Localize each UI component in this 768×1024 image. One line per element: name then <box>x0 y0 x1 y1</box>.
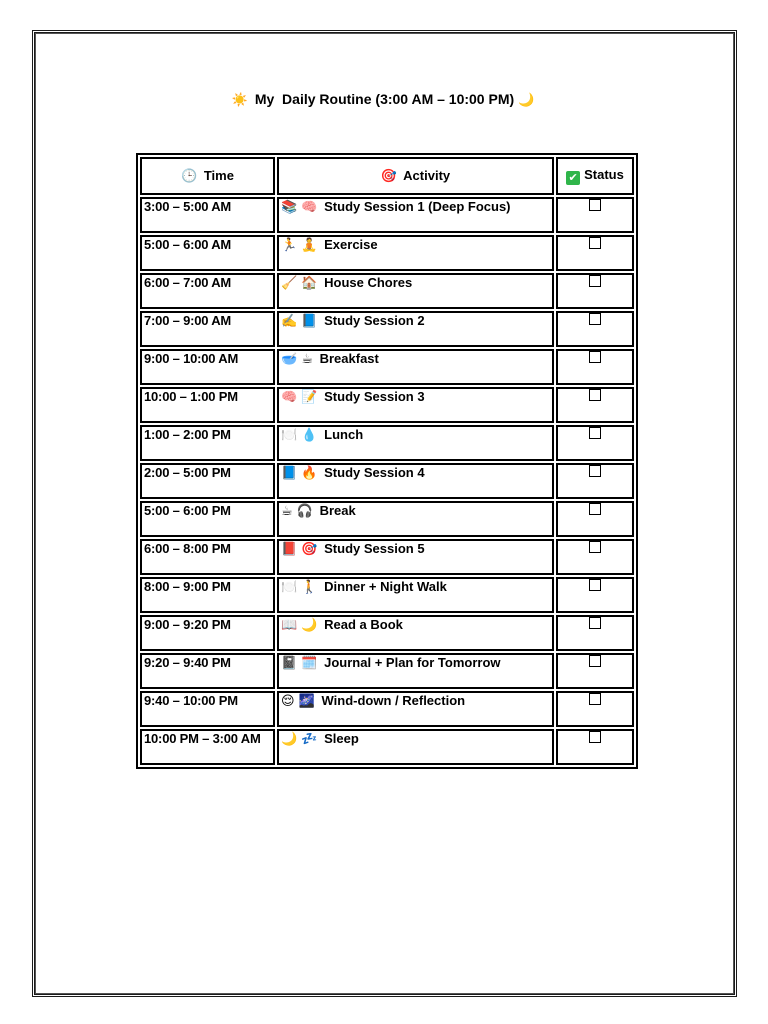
status-cell <box>556 615 634 651</box>
activity-label: Study Session 5 <box>324 541 425 556</box>
activity-label: House Chores <box>324 275 413 290</box>
activity-cell <box>277 349 554 385</box>
activity-label: Lunch <box>324 427 364 442</box>
time-cell: 9:00 – 10:00 AM <box>140 349 275 385</box>
activity-icons: 📓 🗓️ <box>281 656 318 671</box>
activity-cell <box>277 197 554 233</box>
activity-cell <box>277 577 554 613</box>
activity-icons: 📖 🌙 <box>281 618 318 633</box>
status-header-label: Status <box>584 167 624 182</box>
activity-cell <box>277 539 554 575</box>
status-checkbox[interactable] <box>589 617 601 629</box>
activity-cell <box>277 387 554 423</box>
table-row <box>140 501 634 537</box>
activity-cell <box>277 311 554 347</box>
status-cell <box>556 235 634 271</box>
activity-cell <box>277 425 554 461</box>
table-row <box>140 691 634 727</box>
time-cell: 6:00 – 7:00 AM <box>140 273 275 309</box>
check-mark-icon: ✔ <box>566 171 580 185</box>
activity-icons: ☕ 🎧 <box>281 504 313 519</box>
activity-cell <box>277 615 554 651</box>
routine-table <box>136 153 638 769</box>
activity-header <box>277 157 554 195</box>
activity-label: Study Session 1 (Deep Focus) <box>324 199 511 214</box>
time-cell: 3:00 – 5:00 AM <box>140 197 275 233</box>
activity-label: Wind-down / Reflection <box>321 693 466 708</box>
table-row <box>140 539 634 575</box>
status-checkbox[interactable] <box>589 579 601 591</box>
activity-cell <box>277 273 554 309</box>
status-checkbox[interactable] <box>589 465 601 477</box>
activity-icons: 🌙 💤 <box>281 732 318 747</box>
activity-icons: 📕 🎯 <box>281 542 318 557</box>
status-cell <box>556 463 634 499</box>
activity-cell <box>277 463 554 499</box>
activity-icons: 🥣 ☕ <box>281 352 313 367</box>
activity-cell <box>277 691 554 727</box>
status-cell <box>556 197 634 233</box>
activity-label: Read a Book <box>324 617 403 632</box>
time-header-label: Time <box>203 168 234 183</box>
time-cell: 8:00 – 9:00 PM <box>140 577 275 613</box>
status-cell <box>556 349 634 385</box>
activity-icons: 🧹 🏠 <box>281 276 318 291</box>
status-checkbox[interactable] <box>589 313 601 325</box>
status-cell <box>556 577 634 613</box>
page-title <box>35 91 734 108</box>
time-cell: 1:00 – 2:00 PM <box>140 425 275 461</box>
activity-label: Dinner + Night Walk <box>324 579 447 594</box>
moon-icon: 🌙 <box>518 93 535 108</box>
activity-icons: 😌 🌌 <box>281 694 315 709</box>
table-row <box>140 387 634 423</box>
table-row <box>140 349 634 385</box>
table-row <box>140 235 634 271</box>
activity-cell <box>277 235 554 271</box>
sun-icon: ☀️ <box>231 93 248 108</box>
status-cell <box>556 501 634 537</box>
time-header <box>140 157 275 195</box>
activity-label: Study Session 3 <box>324 389 425 404</box>
status-cell <box>556 425 634 461</box>
status-cell <box>556 539 634 575</box>
time-cell: 7:00 – 9:00 AM <box>140 311 275 347</box>
activity-label: Breakfast <box>319 351 379 366</box>
status-checkbox[interactable] <box>589 503 601 515</box>
status-checkbox[interactable] <box>589 541 601 553</box>
status-cell <box>556 273 634 309</box>
table-row <box>140 273 634 309</box>
table-row <box>140 577 634 613</box>
time-cell: 10:00 PM – 3:00 AM <box>140 729 275 765</box>
clock-icon: 🕒 <box>181 169 198 184</box>
time-cell: 2:00 – 5:00 PM <box>140 463 275 499</box>
table-row <box>140 615 634 651</box>
table-row <box>140 197 634 233</box>
status-checkbox[interactable] <box>589 427 601 439</box>
time-cell: 5:00 – 6:00 AM <box>140 235 275 271</box>
time-cell: 9:40 – 10:00 PM <box>140 691 275 727</box>
table-row <box>140 729 634 765</box>
status-checkbox[interactable] <box>589 351 601 363</box>
activity-label: Break <box>319 503 356 518</box>
activity-icons: 📘 🔥 <box>281 466 318 481</box>
status-cell <box>556 691 634 727</box>
status-checkbox[interactable] <box>589 237 601 249</box>
status-checkbox[interactable] <box>589 655 601 667</box>
table-row <box>140 311 634 347</box>
time-cell: 10:00 – 1:00 PM <box>140 387 275 423</box>
table-row <box>140 463 634 499</box>
status-header <box>556 157 634 195</box>
table-row <box>140 425 634 461</box>
activity-label: Study Session 2 <box>324 313 425 328</box>
header-row <box>140 157 634 195</box>
activity-cell <box>277 653 554 689</box>
activity-cell <box>277 729 554 765</box>
activity-icons: 🧠 📝 <box>281 390 318 405</box>
activity-header-label: Activity <box>403 168 451 183</box>
time-cell: 6:00 – 8:00 PM <box>140 539 275 575</box>
activity-label: Exercise <box>324 237 378 252</box>
time-cell: 5:00 – 6:00 PM <box>140 501 275 537</box>
time-cell: 9:00 – 9:20 PM <box>140 615 275 651</box>
status-checkbox[interactable] <box>589 693 601 705</box>
activity-label: Sleep <box>324 731 359 746</box>
status-checkbox[interactable] <box>589 389 601 401</box>
activity-icons: 🏃 🧘 <box>281 238 318 253</box>
status-cell <box>556 653 634 689</box>
status-cell <box>556 387 634 423</box>
activity-icons: 🍽️ 💧 <box>281 428 318 443</box>
table-row <box>140 653 634 689</box>
routine-body <box>140 197 634 765</box>
activity-cell <box>277 501 554 537</box>
status-cell <box>556 311 634 347</box>
target-icon: 🎯 <box>380 169 398 184</box>
status-checkbox[interactable] <box>589 731 601 743</box>
activity-icons: 🍽️ 🚶 <box>281 580 318 595</box>
status-checkbox[interactable] <box>589 199 601 211</box>
document-page <box>32 30 737 997</box>
activity-label: Study Session 4 <box>324 465 425 480</box>
time-cell: 9:20 – 9:40 PM <box>140 653 275 689</box>
activity-icons: ✍️ 📘 <box>281 314 318 329</box>
status-cell <box>556 729 634 765</box>
status-checkbox[interactable] <box>589 275 601 287</box>
title-text: My Daily Routine (3:00 AM – 10:00 PM) <box>254 91 515 107</box>
activity-icons: 📚 🧠 <box>281 200 318 215</box>
activity-label: Journal + Plan for Tomorrow <box>324 655 501 670</box>
